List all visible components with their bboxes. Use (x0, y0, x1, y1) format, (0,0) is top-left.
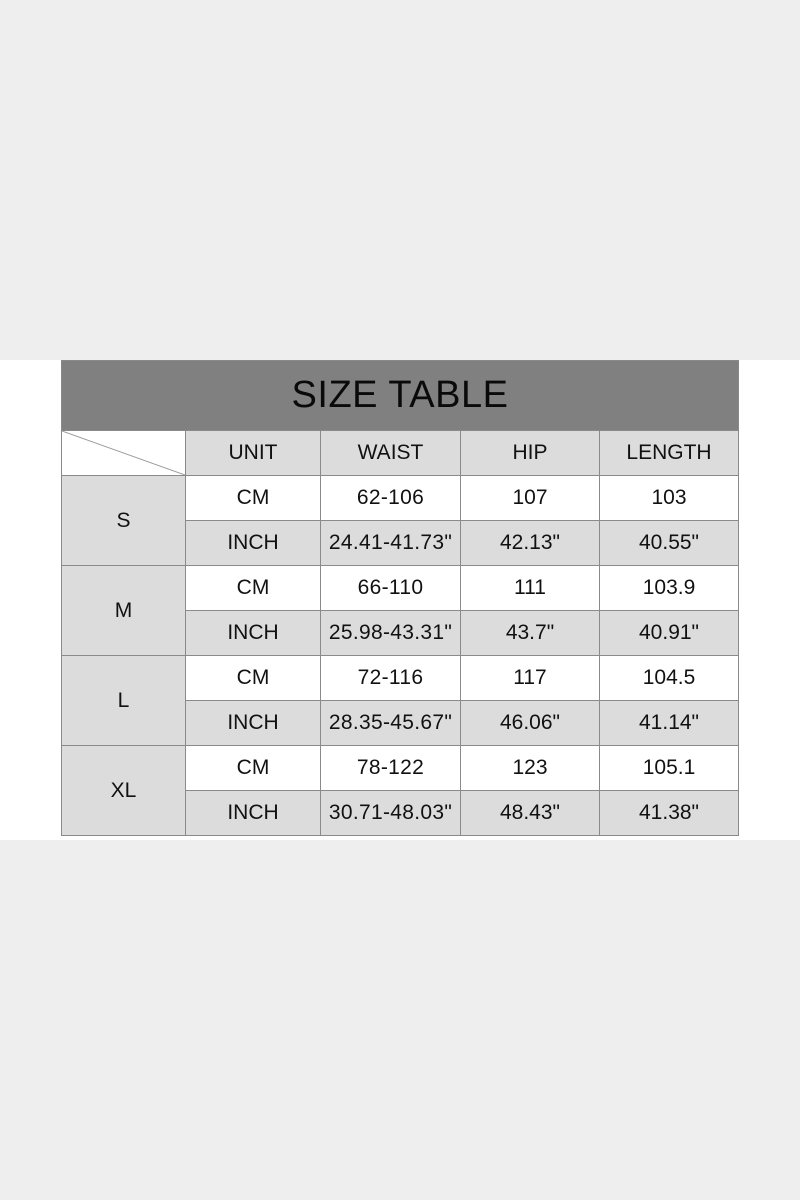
hip-cell: 123 (461, 746, 600, 791)
column-header-hip: HIP (461, 431, 600, 476)
table-title: SIZE TABLE (62, 361, 739, 431)
hip-cell: 46.06" (461, 701, 600, 746)
length-cell: 41.14" (600, 701, 739, 746)
table-row (62, 476, 739, 521)
waist-cell: 78-122 (321, 746, 461, 791)
waist-cell: 25.98-43.31" (321, 611, 461, 656)
hip-cell: 42.13" (461, 521, 600, 566)
hip-cell: 43.7" (461, 611, 600, 656)
title-row (62, 361, 739, 431)
length-cell: 41.38" (600, 791, 739, 836)
waist-cell: 72-116 (321, 656, 461, 701)
size-label-xl: XL (62, 746, 186, 836)
column-header-waist: WAIST (321, 431, 461, 476)
unit-cell: CM (186, 656, 321, 701)
table-row (62, 566, 739, 611)
unit-cell: INCH (186, 701, 321, 746)
waist-cell: 28.35-45.67" (321, 701, 461, 746)
waist-cell: 30.71-48.03" (321, 791, 461, 836)
size-label-s: S (62, 476, 186, 566)
length-cell: 105.1 (600, 746, 739, 791)
hip-cell: 111 (461, 566, 600, 611)
hip-cell: 107 (461, 476, 600, 521)
column-header-length: LENGTH (600, 431, 739, 476)
length-cell: 103 (600, 476, 739, 521)
table-row (62, 656, 739, 701)
diagonal-corner-cell (62, 431, 186, 476)
waist-cell: 24.41-41.73" (321, 521, 461, 566)
hip-cell: 48.43" (461, 791, 600, 836)
column-header-unit: UNIT (186, 431, 321, 476)
length-cell: 40.55" (600, 521, 739, 566)
size-table (61, 360, 739, 836)
unit-cell: INCH (186, 791, 321, 836)
unit-cell: CM (186, 566, 321, 611)
unit-cell: INCH (186, 611, 321, 656)
hip-cell: 117 (461, 656, 600, 701)
unit-cell: CM (186, 476, 321, 521)
size-label-m: M (62, 566, 186, 656)
diagonal-line-icon (62, 431, 185, 475)
length-cell: 103.9 (600, 566, 739, 611)
waist-cell: 62-106 (321, 476, 461, 521)
unit-cell: CM (186, 746, 321, 791)
unit-cell: INCH (186, 521, 321, 566)
length-cell: 40.91" (600, 611, 739, 656)
waist-cell: 66-110 (321, 566, 461, 611)
size-label-l: L (62, 656, 186, 746)
length-cell: 104.5 (600, 656, 739, 701)
table-row (62, 746, 739, 791)
header-row (62, 431, 739, 476)
